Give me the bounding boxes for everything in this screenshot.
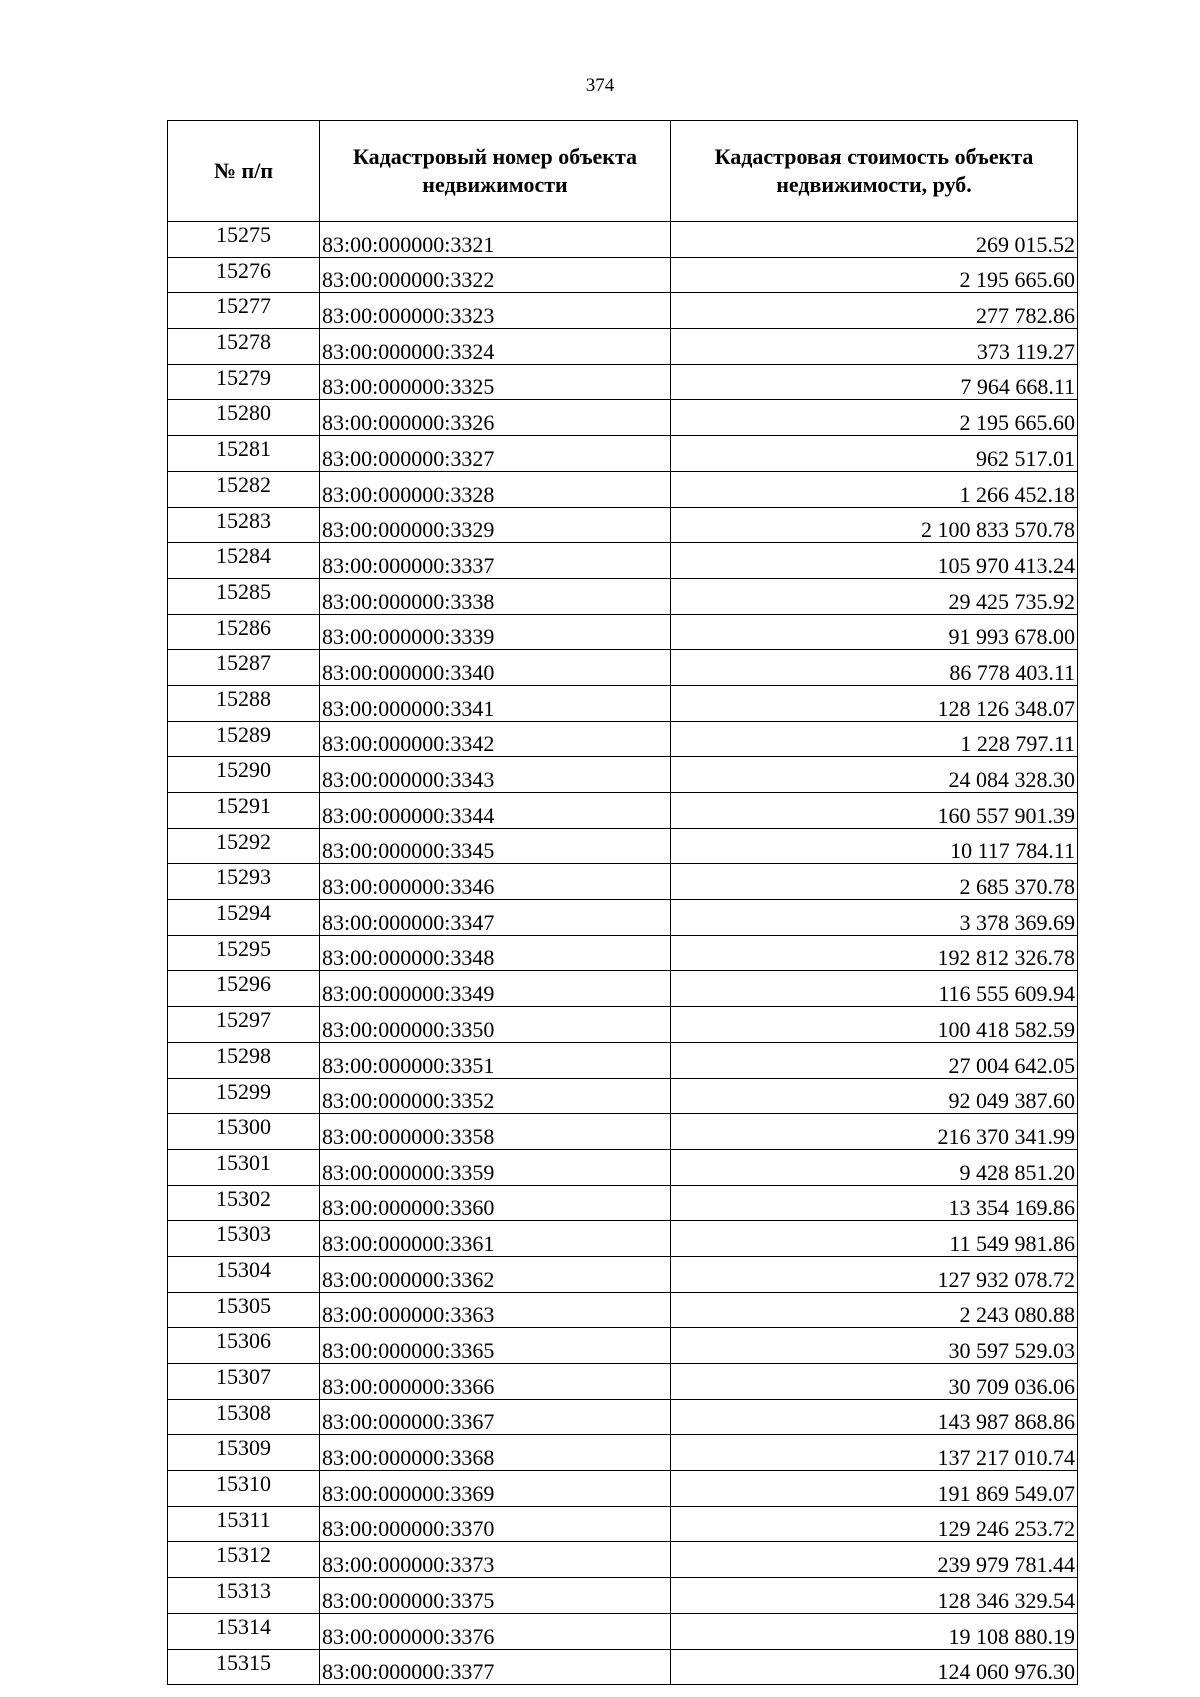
cadastral-number-cell: 83:00:000000:3376 (320, 1613, 671, 1649)
cadastral-number-cell: 83:00:000000:3342 (320, 721, 671, 757)
cadastral-value-cell: 962 517.01 (671, 436, 1078, 472)
table-row (168, 1613, 1078, 1649)
row-number-cell: 15280 (168, 400, 320, 436)
table-row (168, 614, 1078, 650)
row-number-cell: 15301 (168, 1149, 320, 1185)
cadastral-value-cell: 191 869 549.07 (671, 1471, 1078, 1507)
cadastral-value-cell: 160 557 901.39 (671, 793, 1078, 829)
cadastral-value-cell: 128 126 348.07 (671, 685, 1078, 721)
cadastral-number-cell: 83:00:000000:3351 (320, 1042, 671, 1078)
table-row (168, 793, 1078, 829)
cadastral-number-cell: 83:00:000000:3329 (320, 507, 671, 543)
row-number-cell: 15275 (168, 222, 320, 258)
table-row (168, 364, 1078, 400)
table-row (168, 436, 1078, 472)
table-row (168, 1399, 1078, 1435)
row-number-cell: 15282 (168, 471, 320, 507)
row-number-cell: 15292 (168, 828, 320, 864)
cadastral-value-cell: 116 555 609.94 (671, 971, 1078, 1007)
table-header (168, 121, 1078, 222)
cadastral-number-cell: 83:00:000000:3343 (320, 757, 671, 793)
cadastral-number-cell: 83:00:000000:3325 (320, 364, 671, 400)
cadastral-value-cell: 19 108 880.19 (671, 1613, 1078, 1649)
row-number-cell: 15294 (168, 900, 320, 936)
cadastral-value-cell: 11 549 981.86 (671, 1221, 1078, 1257)
cadastral-number-cell: 83:00:000000:3326 (320, 400, 671, 436)
cadastral-value-cell: 2 100 833 570.78 (671, 507, 1078, 543)
row-number-cell: 15276 (168, 257, 320, 293)
cadastral-value-cell: 127 932 078.72 (671, 1256, 1078, 1292)
table-row (168, 650, 1078, 686)
cadastral-number-cell: 83:00:000000:3347 (320, 900, 671, 936)
table-row (168, 935, 1078, 971)
cadastral-value-cell: 269 015.52 (671, 222, 1078, 258)
cadastral-number-cell: 83:00:000000:3358 (320, 1114, 671, 1150)
cadastral-value-cell: 192 812 326.78 (671, 935, 1078, 971)
table-body (168, 222, 1078, 1685)
row-number-cell: 15310 (168, 1471, 320, 1507)
cadastral-number-cell: 83:00:000000:3337 (320, 543, 671, 579)
cadastral-value-cell: 137 217 010.74 (671, 1435, 1078, 1471)
cadastral-number-cell: 83:00:000000:3322 (320, 257, 671, 293)
row-number-cell: 15298 (168, 1042, 320, 1078)
cadastral-value-cell: 30 597 529.03 (671, 1328, 1078, 1364)
table-row (168, 1364, 1078, 1400)
cadastral-number-cell: 83:00:000000:3367 (320, 1399, 671, 1435)
row-number-cell: 15309 (168, 1435, 320, 1471)
row-number-cell: 15302 (168, 1185, 320, 1221)
table-row (168, 1185, 1078, 1221)
table-row (168, 222, 1078, 258)
row-number-cell: 15304 (168, 1256, 320, 1292)
page-number: 374 (585, 75, 615, 96)
cadastral-value-table (167, 120, 1078, 1685)
table-row (168, 1649, 1078, 1685)
cadastral-number-cell: 83:00:000000:3359 (320, 1149, 671, 1185)
row-number-cell: 15308 (168, 1399, 320, 1435)
table-row (168, 293, 1078, 329)
row-number-cell: 15281 (168, 436, 320, 472)
cadastral-value-cell: 1 266 452.18 (671, 471, 1078, 507)
cadastral-value-cell: 2 195 665.60 (671, 257, 1078, 293)
cadastral-number-cell: 83:00:000000:3328 (320, 471, 671, 507)
cadastral-value-cell: 24 084 328.30 (671, 757, 1078, 793)
cadastral-number-cell: 83:00:000000:3370 (320, 1506, 671, 1542)
table-row (168, 1328, 1078, 1364)
table-row (168, 971, 1078, 1007)
table-row (168, 507, 1078, 543)
cadastral-number-cell: 83:00:000000:3375 (320, 1578, 671, 1614)
cadastral-number-cell: 83:00:000000:3360 (320, 1185, 671, 1221)
row-number-cell: 15306 (168, 1328, 320, 1364)
cadastral-number-cell: 83:00:000000:3340 (320, 650, 671, 686)
table-row (168, 1292, 1078, 1328)
table-row (168, 900, 1078, 936)
cadastral-value-cell: 7 964 668.11 (671, 364, 1078, 400)
row-number-cell: 15315 (168, 1649, 320, 1685)
cadastral-number-cell: 83:00:000000:3346 (320, 864, 671, 900)
cadastral-number-cell: 83:00:000000:3366 (320, 1364, 671, 1400)
cadastral-value-cell: 239 979 781.44 (671, 1542, 1078, 1578)
cadastral-number-cell: 83:00:000000:3352 (320, 1078, 671, 1114)
cadastral-number-cell: 83:00:000000:3339 (320, 614, 671, 650)
table-row (168, 400, 1078, 436)
table-row (168, 1578, 1078, 1614)
cadastral-value-cell: 373 119.27 (671, 329, 1078, 365)
cadastral-value-cell: 1 228 797.11 (671, 721, 1078, 757)
row-number-cell: 15300 (168, 1114, 320, 1150)
cadastral-value-cell: 3 378 369.69 (671, 900, 1078, 936)
cadastral-value-cell: 216 370 341.99 (671, 1114, 1078, 1150)
cadastral-number-cell: 83:00:000000:3323 (320, 293, 671, 329)
cadastral-number-cell: 83:00:000000:3373 (320, 1542, 671, 1578)
row-number-cell: 15313 (168, 1578, 320, 1614)
cadastral-table-container (167, 120, 1078, 1685)
cadastral-value-cell: 91 993 678.00 (671, 614, 1078, 650)
cadastral-value-cell: 92 049 387.60 (671, 1078, 1078, 1114)
row-number-cell: 15287 (168, 650, 320, 686)
table-row (168, 471, 1078, 507)
table-row (168, 543, 1078, 579)
table-row (168, 1471, 1078, 1507)
cadastral-number-cell: 83:00:000000:3341 (320, 685, 671, 721)
cadastral-value-cell: 10 117 784.11 (671, 828, 1078, 864)
cadastral-value-cell: 2 685 370.78 (671, 864, 1078, 900)
cadastral-value-cell: 30 709 036.06 (671, 1364, 1078, 1400)
cadastral-value-cell: 13 354 169.86 (671, 1185, 1078, 1221)
cadastral-value-cell: 27 004 642.05 (671, 1042, 1078, 1078)
table-row (168, 828, 1078, 864)
row-number-cell: 15278 (168, 329, 320, 365)
row-number-cell: 15311 (168, 1506, 320, 1542)
cadastral-value-cell: 143 987 868.86 (671, 1399, 1078, 1435)
table-row (168, 1078, 1078, 1114)
table-row (168, 257, 1078, 293)
row-number-cell: 15305 (168, 1292, 320, 1328)
cadastral-value-cell: 29 425 735.92 (671, 578, 1078, 614)
cadastral-value-cell: 9 428 851.20 (671, 1149, 1078, 1185)
table-row (168, 1042, 1078, 1078)
table-row (168, 1114, 1078, 1150)
row-number-cell: 15284 (168, 543, 320, 579)
cadastral-value-cell: 100 418 582.59 (671, 1007, 1078, 1043)
row-number-cell: 15296 (168, 971, 320, 1007)
cadastral-number-cell: 83:00:000000:3350 (320, 1007, 671, 1043)
row-number-cell: 15279 (168, 364, 320, 400)
row-number-cell: 15303 (168, 1221, 320, 1257)
cadastral-number-cell: 83:00:000000:3369 (320, 1471, 671, 1507)
table-row (168, 864, 1078, 900)
table-row (168, 1256, 1078, 1292)
row-number-cell: 15288 (168, 685, 320, 721)
header-row (168, 121, 1078, 222)
cadastral-value-cell: 277 782.86 (671, 293, 1078, 329)
cadastral-number-cell: 83:00:000000:3348 (320, 935, 671, 971)
cadastral-value-cell: 129 246 253.72 (671, 1506, 1078, 1542)
table-row (168, 1542, 1078, 1578)
cadastral-number-cell: 83:00:000000:3321 (320, 222, 671, 258)
cadastral-value-cell: 2 195 665.60 (671, 400, 1078, 436)
cadastral-number-cell: 83:00:000000:3345 (320, 828, 671, 864)
row-number-cell: 15290 (168, 757, 320, 793)
cadastral-number-cell: 83:00:000000:3349 (320, 971, 671, 1007)
cadastral-number-cell: 83:00:000000:3368 (320, 1435, 671, 1471)
cadastral-value-cell: 128 346 329.54 (671, 1578, 1078, 1614)
header-cadastral-value: Кадастровая стоимость объекта недвижимости, руб. (671, 121, 1078, 222)
cadastral-number-cell: 83:00:000000:3361 (320, 1221, 671, 1257)
table-row (168, 721, 1078, 757)
row-number-cell: 15314 (168, 1613, 320, 1649)
row-number-cell: 15312 (168, 1542, 320, 1578)
table-row (168, 757, 1078, 793)
table-row (168, 1149, 1078, 1185)
table-row (168, 578, 1078, 614)
header-cadastral-number: Кадастровый номер объекта недвижимости (320, 121, 671, 222)
cadastral-value-cell: 105 970 413.24 (671, 543, 1078, 579)
cadastral-number-cell: 83:00:000000:3362 (320, 1256, 671, 1292)
row-number-cell: 15285 (168, 578, 320, 614)
row-number-cell: 15307 (168, 1364, 320, 1400)
table-row (168, 329, 1078, 365)
cadastral-number-cell: 83:00:000000:3365 (320, 1328, 671, 1364)
row-number-cell: 15283 (168, 507, 320, 543)
cadastral-value-cell: 2 243 080.88 (671, 1292, 1078, 1328)
cadastral-number-cell: 83:00:000000:3327 (320, 436, 671, 472)
row-number-cell: 15299 (168, 1078, 320, 1114)
row-number-cell: 15286 (168, 614, 320, 650)
table-row (168, 1435, 1078, 1471)
cadastral-value-cell: 124 060 976.30 (671, 1649, 1078, 1685)
cadastral-number-cell: 83:00:000000:3363 (320, 1292, 671, 1328)
row-number-cell: 15293 (168, 864, 320, 900)
table-row (168, 685, 1078, 721)
cadastral-number-cell: 83:00:000000:3377 (320, 1649, 671, 1685)
table-row (168, 1007, 1078, 1043)
row-number-cell: 15277 (168, 293, 320, 329)
cadastral-number-cell: 83:00:000000:3344 (320, 793, 671, 829)
header-num: № п/п (168, 121, 320, 222)
cadastral-value-cell: 86 778 403.11 (671, 650, 1078, 686)
row-number-cell: 15297 (168, 1007, 320, 1043)
cadastral-number-cell: 83:00:000000:3338 (320, 578, 671, 614)
row-number-cell: 15289 (168, 721, 320, 757)
row-number-cell: 15291 (168, 793, 320, 829)
table-row (168, 1506, 1078, 1542)
cadastral-number-cell: 83:00:000000:3324 (320, 329, 671, 365)
table-row (168, 1221, 1078, 1257)
row-number-cell: 15295 (168, 935, 320, 971)
